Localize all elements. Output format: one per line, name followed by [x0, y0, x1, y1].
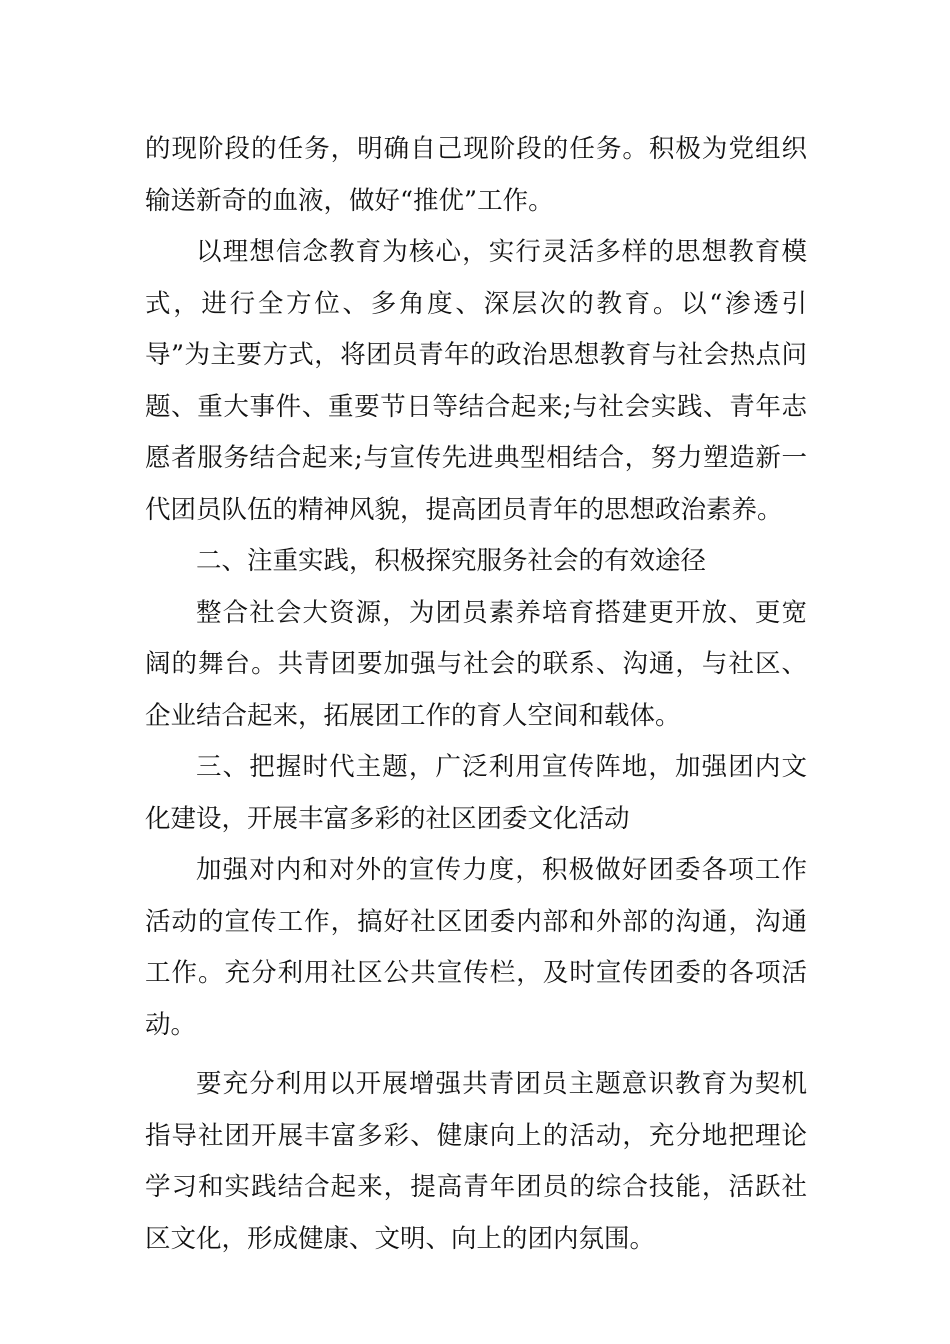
- paragraph-ideal-belief: 以理想信念教育为核心，实行灵活多样的思想教育模式，进行全方位、多角度、深层次的教育。以“渗透引导”为主要方式，将团员青年的政治思想教育与社会热点问题、重大事件、重要节日等结合起来;与社会实践、青年志愿者服务结合起来;与宣传先进典型相结合，努力塑造新一代团员队伍的精神风貌，提高团员青年的思想政治素养。: [145, 237, 807, 525]
- paragraph-social-resources: 整合社会大资源，为团员素养培育搭建更开放、更宽阔的舞台。共青团要加强与社会的联系、沟通，与社区、企业结合起来，拓展团工作的育人空间和载体。: [145, 597, 807, 731]
- document-body: [145, 124, 807, 1265]
- section-heading-three: 三、把握时代主题，广泛利用宣传阵地，加强团内文化建设，开展丰富多彩的社区团委文化活动: [145, 752, 807, 834]
- paragraph-theme-education: 要充分利用以开展增强共青团员主题意识教育为契机指导社团开展丰富多彩、健康向上的活动，充分地把理论学习和实践结合起来，提高青年团员的综合技能，活跃社区文化，形成健康、文明、向上的团内氛围。: [145, 1069, 807, 1254]
- section-heading-two: 二、注重实践，积极探究服务社会的有效途径: [196, 546, 707, 576]
- paragraph-continuation: 的现阶段的任务，明确自己现阶段的任务。积极为党组织输送新奇的血液，做好“推优”工作。: [145, 134, 807, 216]
- paragraph-publicity: 加强对内和对外的宣传力度，积极做好团委各项工作活动的宣传工作，搞好社区团委内部和外部的沟通，沟通工作。充分利用社区公共宣传栏，及时宣传团委的各项活动。: [145, 855, 807, 1040]
